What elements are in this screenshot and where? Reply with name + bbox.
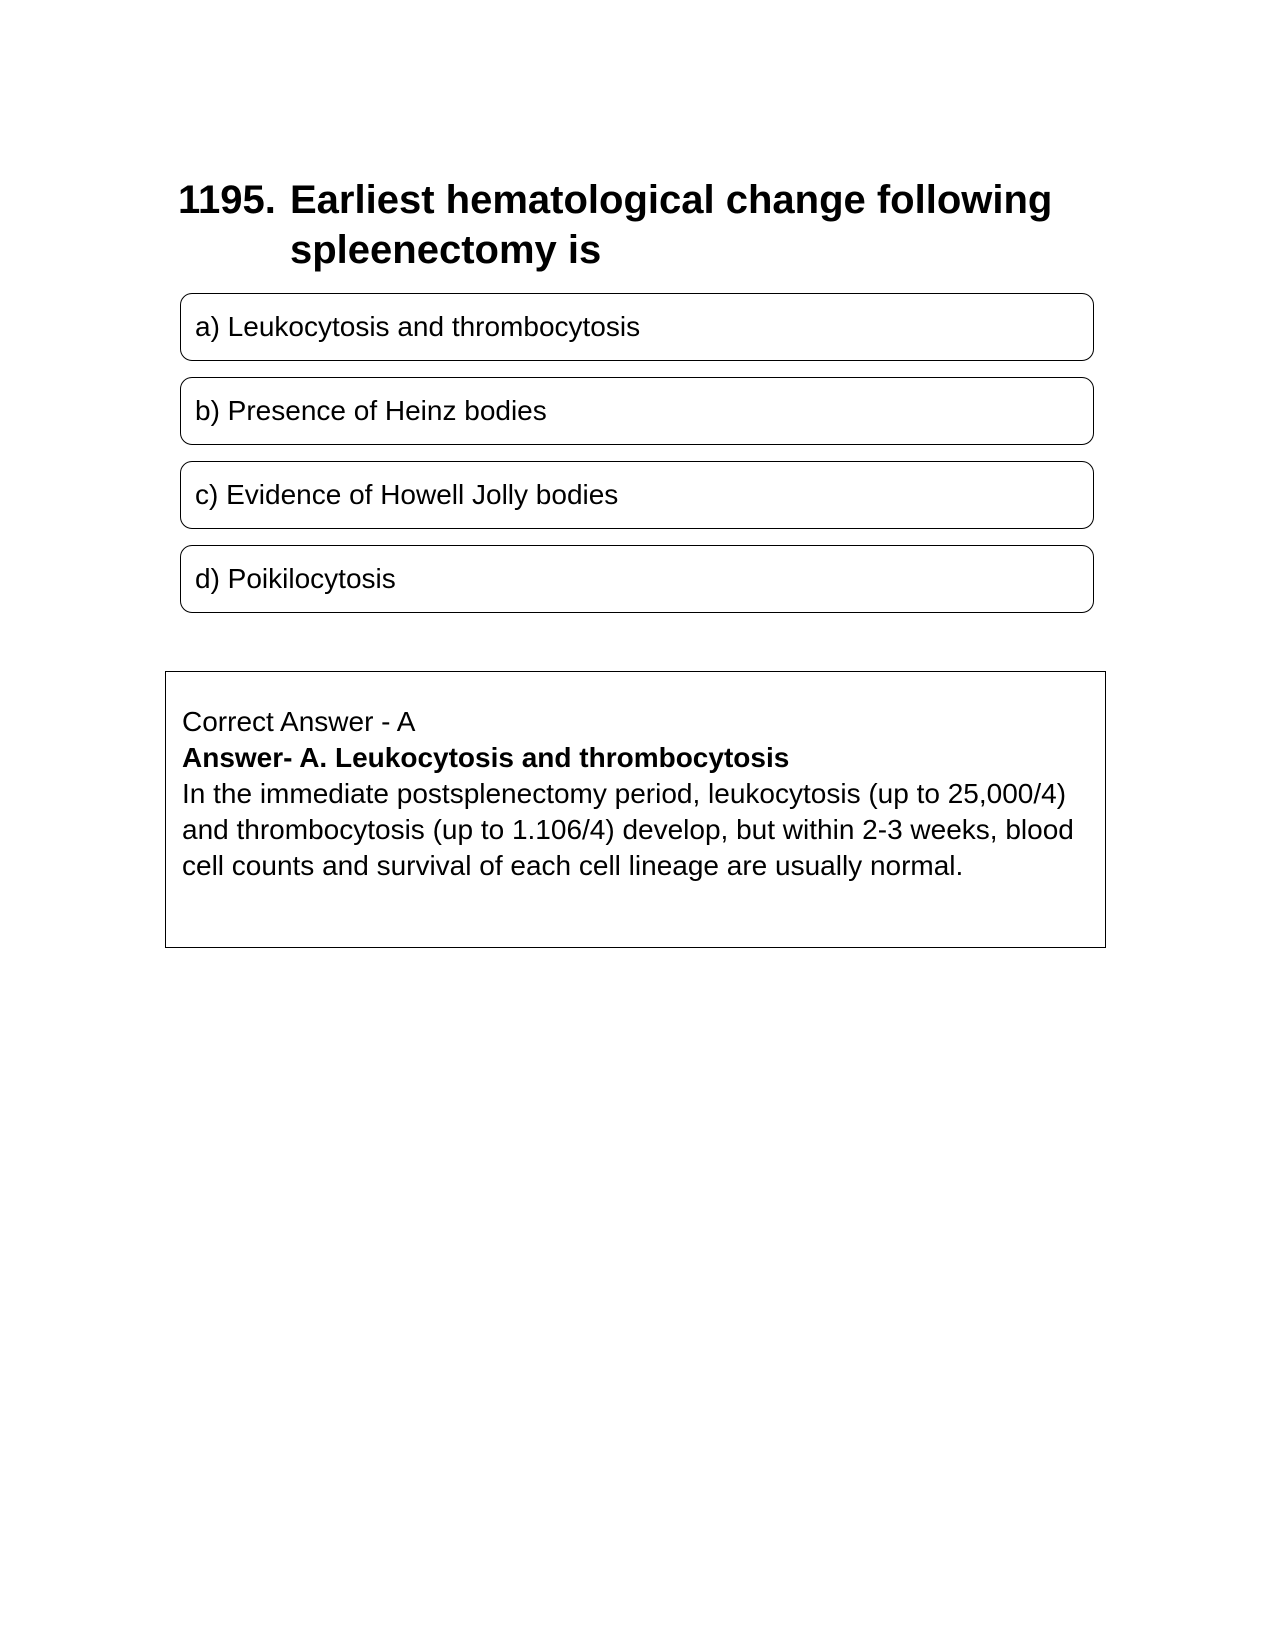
- option-b[interactable]: b) Presence of Heinz bodies: [180, 377, 1094, 445]
- question-number: 1195.: [178, 178, 276, 222]
- options-list: [180, 293, 1094, 629]
- answer-explanation: In the immediate postsplenectomy period, leukocytosis (up to 25,000/4) and thrombocytosis (up to 1.106/4) develop, but within 2-3 weeks, blood cell counts and survival of each cell lineage are usually normal.: [182, 778, 1074, 881]
- answer-heading: Answer- A. Leukocytosis and thrombocytosis: [182, 742, 790, 773]
- question-heading: [178, 175, 1098, 275]
- correct-answer-line: Correct Answer - A: [182, 706, 416, 737]
- option-d[interactable]: d) Poikilocytosis: [180, 545, 1094, 613]
- answer-box: [165, 671, 1106, 948]
- option-a[interactable]: a) Leukocytosis and thrombocytosis: [180, 293, 1094, 361]
- option-c[interactable]: c) Evidence of Howell Jolly bodies: [180, 461, 1094, 529]
- question-text: Earliest hematological change following spleenectomy is: [290, 178, 1053, 272]
